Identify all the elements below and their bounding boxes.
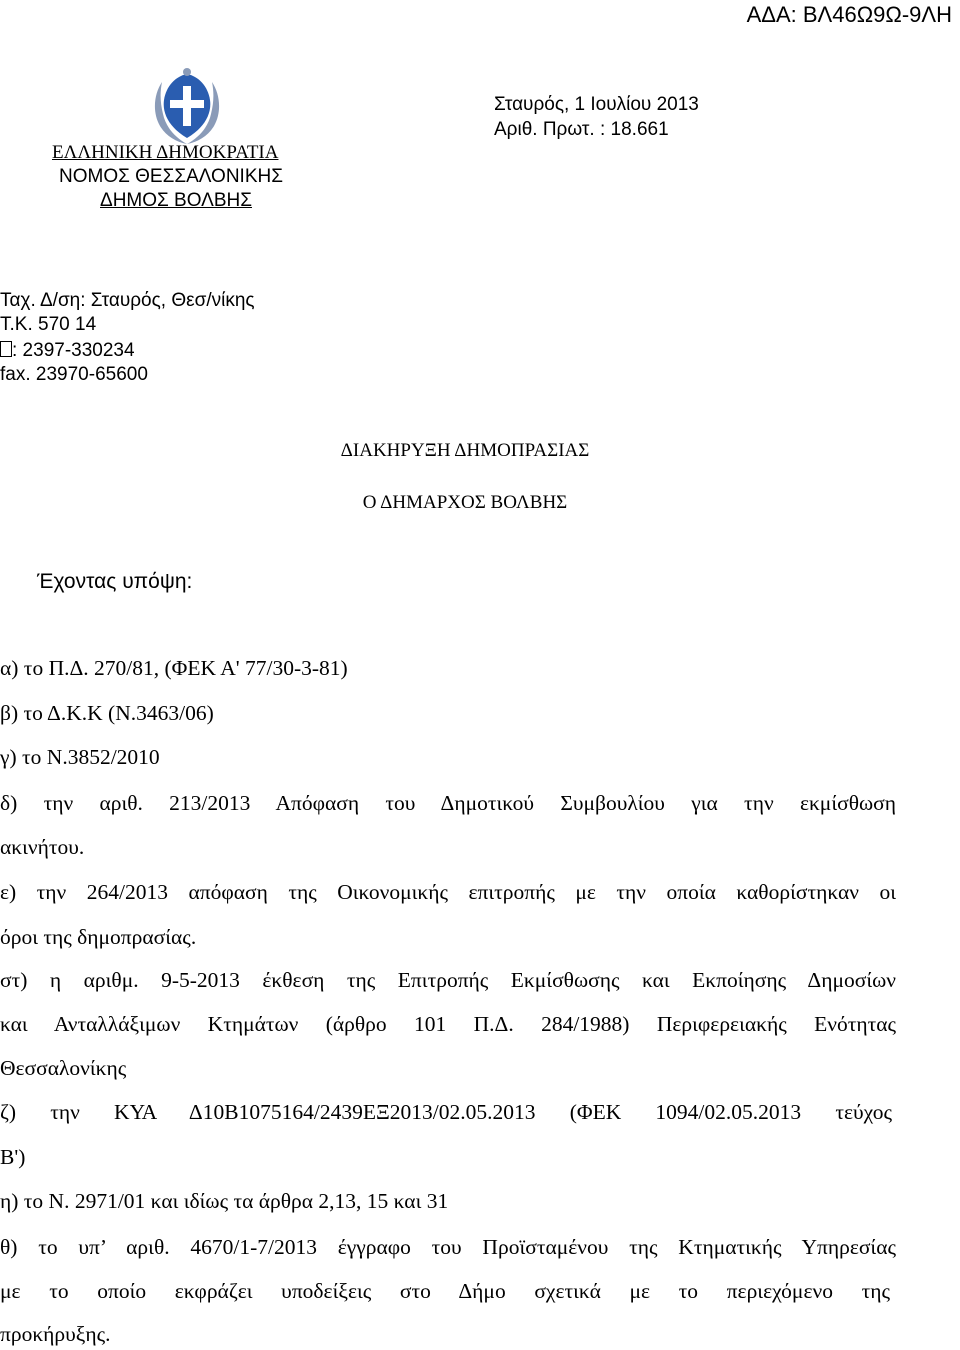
list-item-line: με το οποίο εκφράζει υποδείξεις στο Δήμο σχετικά με το περιεχόμενο της xyxy=(0,1279,890,1303)
list-item: α) το Π.Δ. 270/81, (ΦΕΚ Α' 77/30-3-81) xyxy=(0,656,348,680)
list-item-line: ε) την 264/2013 απόφαση της Οικονομικής επιτροπής με την οποία καθορίστηκαν οι xyxy=(0,880,896,904)
list-item-continuation: Β') xyxy=(0,1145,26,1169)
header-prefecture: ΝΟΜΟΣ ΘΕΣΣΑΛΟΝΙΚΗΣ xyxy=(59,166,283,187)
list-item xyxy=(0,880,896,905)
list-item-line: δ) την αριθ. 213/2013 Απόφαση του Δημοτικού Συμβουλίου για την εκμίσθωση xyxy=(0,791,896,815)
list-item-line: στ) η αριθμ. 9-5-2013 έκθεση της Επιτροπής Εκμίσθωσης και Εκποίησης Δημοσίων xyxy=(0,968,896,992)
list-item xyxy=(0,1235,896,1260)
list-item-line: και Ανταλλάξιμων Κτημάτων (άρθρο 101 Π.Δ. 284/1988) Περιφερειακής Ενότητας xyxy=(0,1012,896,1036)
list-item-line: θ) το υπ’ αριθ. 4670/1-7/2013 έγγραφο του Προϊσταμένου της Κτηματικής Υπηρεσίας xyxy=(0,1235,896,1259)
list-item-continuation xyxy=(0,1279,890,1304)
header-municipality: ΔΗΜΟΣ ΒΟΛΒΗΣ xyxy=(100,190,252,211)
list-item-continuation: ακινήτου. xyxy=(0,835,85,859)
intro-text: Έχοντας υπόψη: xyxy=(37,570,193,593)
phone-number: : 2397-330234 xyxy=(12,340,135,361)
document-subtitle: Ο ΔΗΜΑΡΧΟΣ ΒΟΛΒΗΣ xyxy=(362,492,568,513)
document-title: ΔΙΑΚΗΡΥΞΗ ΔΗΜΟΠΡΑΣΙΑΣ xyxy=(340,440,590,461)
list-item-continuation: όροι της δημοπρασίας. xyxy=(0,925,197,949)
postal-address: Ταχ. Δ/ση: Σταυρός, Θεσ/νίκης xyxy=(0,290,255,311)
fax-number: fax. 23970-65600 xyxy=(0,364,148,385)
list-item: γ) το Ν.3852/2010 xyxy=(0,745,160,769)
list-item-line: ζ) την ΚΥΑ Δ10Β1075164/2439ΕΞ2013/02.05.2013 (ΦΕΚ 1094/02.05.2013 τεύχος xyxy=(0,1100,892,1124)
list-item xyxy=(0,1100,892,1125)
list-item: η) το Ν. 2971/01 και ιδίως τα άρθρα 2,13, 15 και 31 xyxy=(0,1189,449,1213)
phone-icon xyxy=(0,341,12,357)
protocol-number: Αριθ. Πρωτ. : 18.661 xyxy=(494,119,669,140)
postal-code: Τ.Κ. 570 14 xyxy=(0,314,97,335)
greek-coat-of-arms-icon xyxy=(146,66,228,148)
list-item-continuation xyxy=(0,1012,896,1037)
phone-line xyxy=(0,340,135,362)
document-date: Σταυρός, 1 Ιουλίου 2013 xyxy=(494,94,699,115)
ada-code: ΑΔΑ: ΒΛ46Ω9Ω-9ΛΗ xyxy=(746,2,952,27)
list-item xyxy=(0,791,896,816)
list-item xyxy=(0,968,896,993)
list-item-continuation: προκήρυξης. xyxy=(0,1322,111,1346)
list-item-continuation: Θεσσαλονίκης xyxy=(0,1056,127,1080)
list-item: β) το Δ.Κ.Κ (Ν.3463/06) xyxy=(0,701,214,725)
header-republic: ΕΛΛΗΝΙΚΗ ΔΗΜΟΚΡΑΤΙΑ xyxy=(52,142,279,163)
